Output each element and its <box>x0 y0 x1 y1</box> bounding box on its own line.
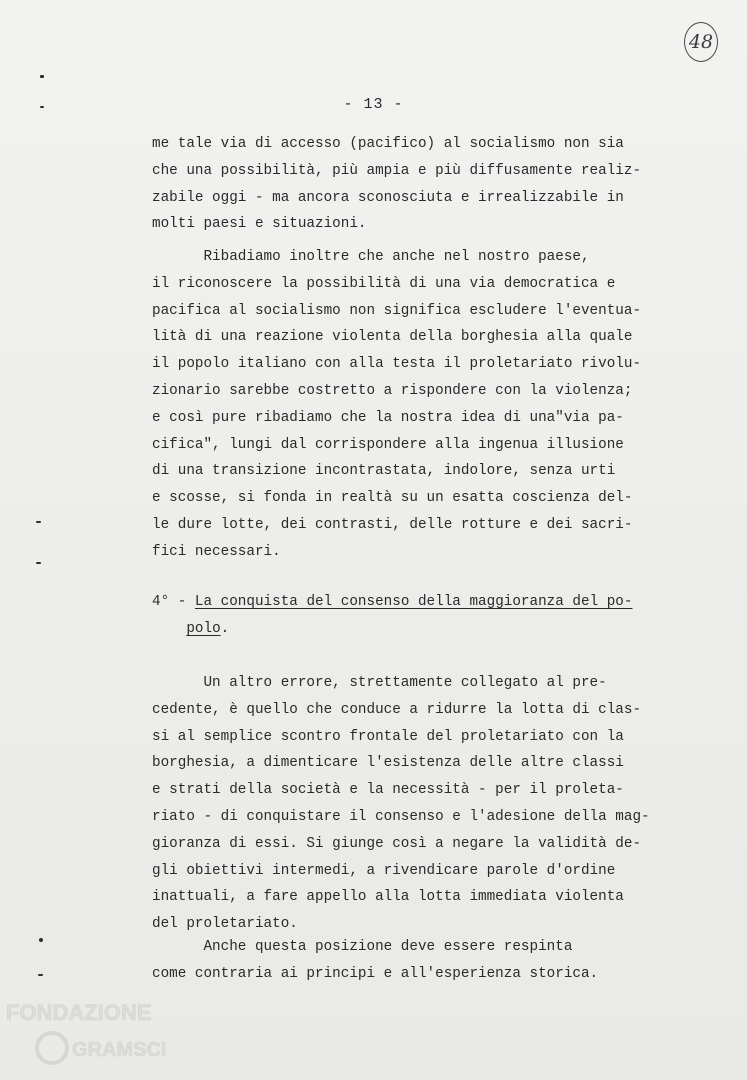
text-line: Ribadiamo inoltre che anche nel nostro paese, <box>152 249 590 265</box>
text-line: cedente, è quello che conduce a ridurre la lotta di clas- <box>152 701 642 718</box>
section-title-end: . <box>220 620 230 637</box>
paragraph-1 <box>152 131 641 238</box>
archive-watermark <box>0 996 200 1076</box>
text-line: e strati della società e la necessità - per il proleta- <box>152 782 624 799</box>
margin-mark <box>38 974 43 976</box>
text-line: il riconoscere la possibilità di una via democratica e <box>152 275 616 292</box>
text-line: del proletariato. <box>152 916 298 933</box>
paragraph-2 <box>152 244 641 566</box>
text-line: lità di una reazione violenta della borghesia alla quale <box>152 329 633 346</box>
text-line: borghesia, a dimenticare l'esistenza delle altre classi <box>152 755 624 772</box>
text-line: il popolo italiano con alla testa il proletariato rivolu- <box>152 356 642 373</box>
margin-mark <box>40 75 44 78</box>
text-line: inattuali, a fare appello alla lotta immediata violenta <box>152 889 624 906</box>
text-line: Anche questa posizione deve essere respinta <box>152 939 573 955</box>
section-heading <box>152 589 632 643</box>
text-line: fici necessari. <box>152 543 281 560</box>
text-line: gioranza di essi. Si giunge così a negare la validità de- <box>152 835 642 852</box>
watermark-logo-ring <box>37 1033 67 1063</box>
text-line: cifica", lungi dal corrispondere alla ingenua illusione <box>152 436 624 453</box>
paragraph-3 <box>152 670 650 938</box>
text-line: che una possibilità, più ampia e più diffusamente realiz- <box>152 162 642 179</box>
text-line: le dure lotte, dei contrasti, delle rotture e dei sacri- <box>152 516 633 533</box>
page-number: - 13 - <box>343 96 404 113</box>
text-line: riato - di conquistare il consenso e l'adesione della mag- <box>152 808 650 825</box>
text-line: Un altro errore, strettamente collegato al pre- <box>152 675 607 691</box>
text-line: di una transizione incontrastata, indolore, senza urti <box>152 463 616 480</box>
margin-mark <box>40 106 44 108</box>
paragraph-4 <box>152 934 598 988</box>
watermark-line-1: FONDAZIONE <box>6 1000 152 1025</box>
text-line: si al semplice scontro frontale del proletariato con la <box>152 728 624 745</box>
text-line: zionario sarebbe costretto a rispondere con la violenza; <box>152 382 633 399</box>
watermark-line-2: GRAMSCI <box>72 1039 167 1061</box>
text-line: zabile oggi - ma ancora sconosciuta e irrealizzabile in <box>152 189 624 206</box>
section-number: 4° - <box>152 594 195 610</box>
heading-line-2 <box>152 616 632 643</box>
text-line: gli obiettivi intermedi, a rivendicare parole d'ordine <box>152 862 616 879</box>
margin-mark <box>36 521 41 523</box>
text-line: pacifica al socialismo non significa escludere l'eventua- <box>152 302 642 319</box>
heading-line-1 <box>152 589 632 616</box>
text-line: e così pure ribadiamo che la nostra idea di una"via pa- <box>152 409 624 426</box>
archive-number-circle: 48 <box>684 22 718 62</box>
text-line: molti paesi e situazioni. <box>152 216 367 233</box>
section-title-cont: polo <box>186 620 221 637</box>
margin-mark <box>39 938 43 942</box>
text-line: come contraria ai principi e all'esperienza storica. <box>152 965 599 982</box>
text-line: me tale via di accesso (pacifico) al socialismo non sia <box>152 136 624 152</box>
section-title: La conquista del consenso della maggioranza del po- <box>194 594 633 610</box>
text-line: e scosse, si fonda in realtà su un esatta coscienza del- <box>152 490 633 507</box>
margin-mark <box>36 562 41 564</box>
